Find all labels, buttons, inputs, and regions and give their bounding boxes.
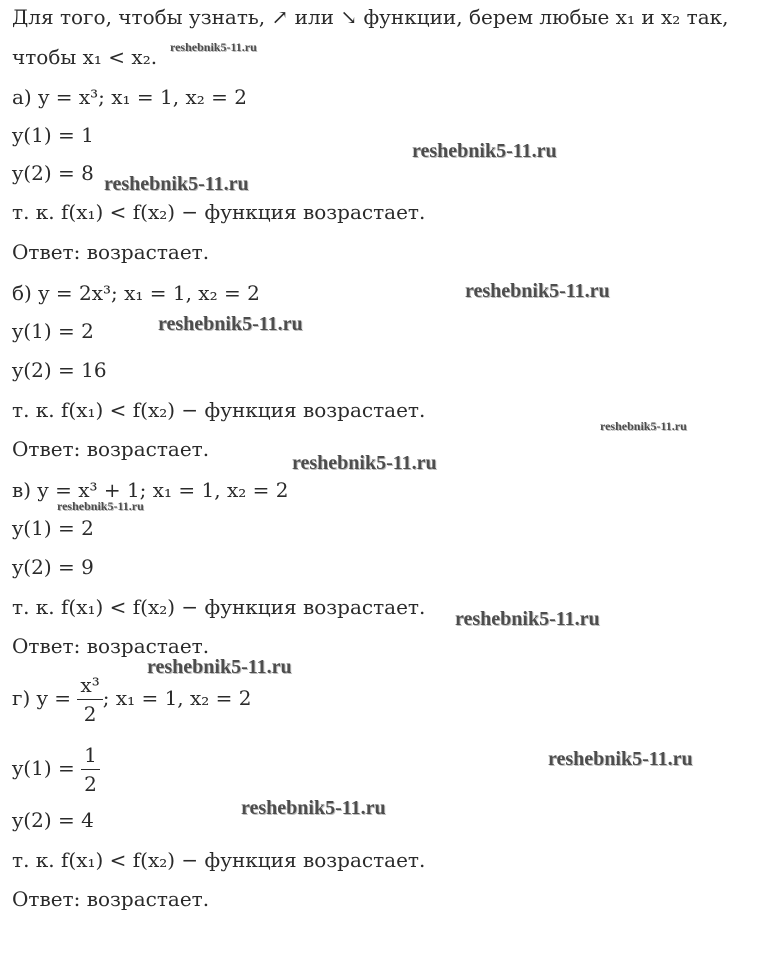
watermark: reshebnik5-11.ru (412, 140, 557, 162)
part-g-y2: y(2) = 4 (12, 808, 94, 832)
part-g-y1-prefix: y(1) = (12, 756, 75, 780)
watermark: reshebnik5-11.ru (600, 419, 687, 433)
intro-line-1: Для того, чтобы узнать, ↗ или ↘ функции, берем любые x₁ и x₂ так, (12, 5, 729, 29)
part-g-fraction (77, 671, 102, 728)
part-g-answer: Ответ: возрастает. (12, 887, 210, 911)
part-g-header-suffix: ; x₁ = 1, x₂ = 2 (102, 686, 252, 710)
part-v-answer: Ответ: возрастает. (12, 634, 210, 658)
watermark: reshebnik5-11.ru (57, 499, 144, 513)
part-g-fraction-denominator: 2 (83, 702, 97, 726)
watermark: reshebnik5-11.ru (104, 173, 249, 195)
part-v-y1: y(1) = 2 (12, 516, 94, 540)
part-a-header: а) y = x³; x₁ = 1, x₂ = 2 (12, 85, 247, 109)
part-b-y1: y(1) = 2 (12, 319, 94, 343)
part-a-y2: y(2) = 8 (12, 161, 94, 185)
part-g-header-prefix: г) y = (12, 686, 72, 710)
part-v-header: в) y = x³ + 1; x₁ = 1, x₂ = 2 (12, 478, 289, 502)
watermark: reshebnik5-11.ru (147, 656, 292, 678)
part-b-header: б) y = 2x³; x₁ = 1, x₂ = 2 (12, 281, 260, 305)
part-g-y1-fraction (81, 741, 100, 798)
watermark: reshebnik5-11.ru (548, 748, 693, 770)
watermark: reshebnik5-11.ru (465, 280, 610, 302)
part-a-answer: Ответ: возрастает. (12, 240, 210, 264)
watermark: reshebnik5-11.ru (241, 797, 386, 819)
part-b-y2: y(2) = 16 (12, 358, 107, 382)
part-g-conclusion: т. к. f(x₁) < f(x₂) − функция возрастает. (12, 848, 426, 872)
watermark: reshebnik5-11.ru (170, 40, 257, 54)
watermark: reshebnik5-11.ru (455, 608, 600, 630)
part-v-conclusion: т. к. f(x₁) < f(x₂) − функция возрастает. (12, 595, 426, 619)
watermark: reshebnik5-11.ru (158, 313, 303, 335)
part-a-y1: y(1) = 1 (12, 123, 94, 147)
watermark: reshebnik5-11.ru (292, 452, 437, 474)
part-b-answer: Ответ: возрастает. (12, 437, 210, 461)
part-g-fraction-numerator: x³ (77, 671, 102, 700)
part-a-conclusion: т. к. f(x₁) < f(x₂) − функция возрастает. (12, 200, 426, 224)
part-v-y2: y(2) = 9 (12, 555, 94, 579)
part-g-y1 (12, 738, 100, 798)
part-g-y1-numerator: 1 (81, 741, 100, 770)
part-g-y1-denominator: 2 (84, 772, 97, 796)
intro-line-2: чтобы x₁ < x₂. (12, 45, 158, 69)
part-b-conclusion: т. к. f(x₁) < f(x₂) − функция возрастает. (12, 398, 426, 422)
